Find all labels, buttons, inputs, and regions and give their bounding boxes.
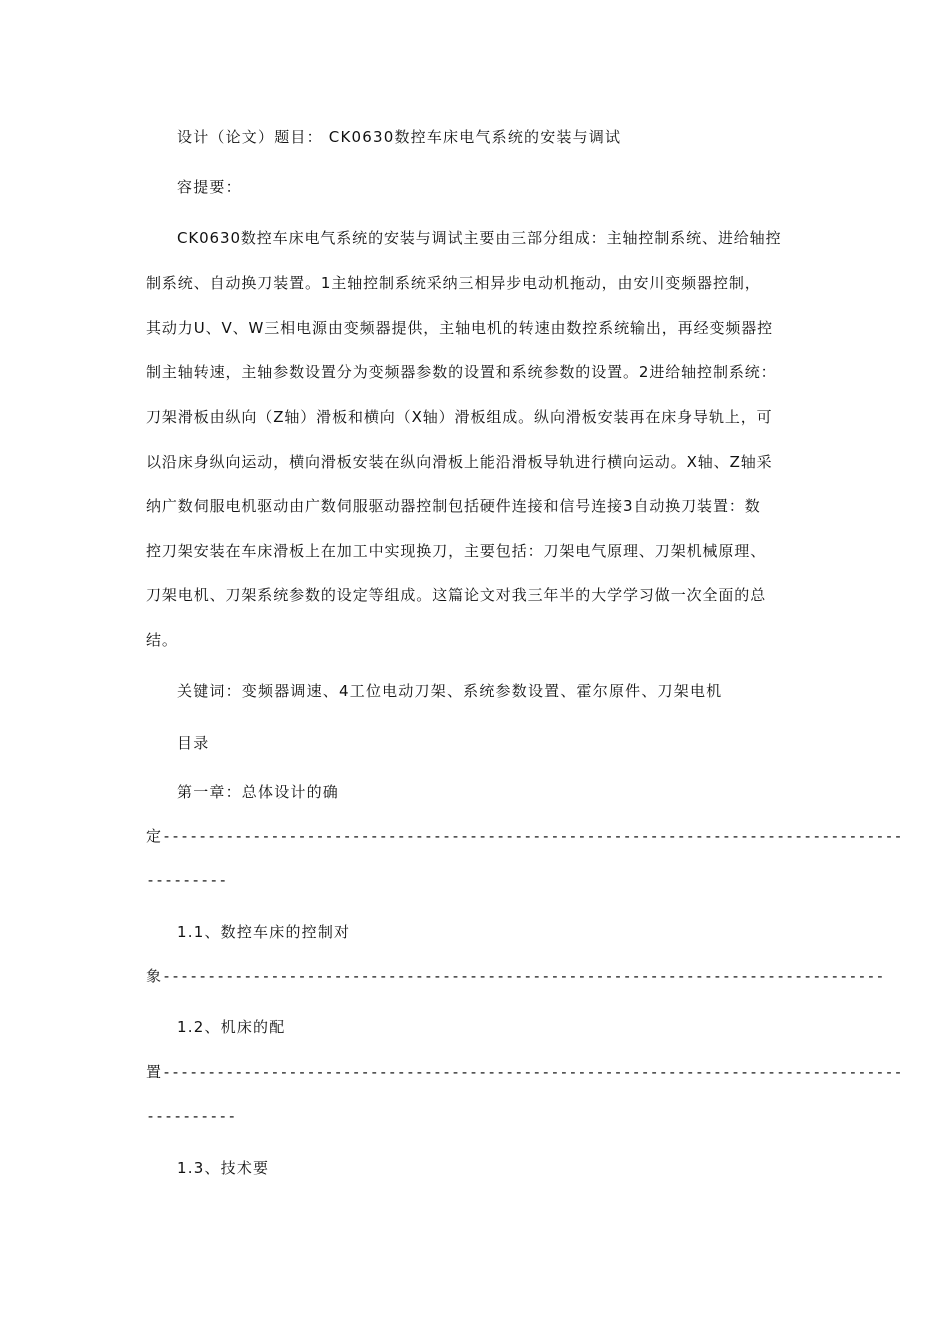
thesis-title: 设计（论文）题目： CK0630数控车床电气系统的安装与调试 (177, 128, 622, 146)
toc-entry-title[interactable]: 第一章：总体设计的确 (177, 783, 340, 801)
toc-heading: 目录 (177, 734, 210, 752)
abstract-line-3: 其动力U、V、W三相电源由变频器提供，主轴电机的转速由数控系统输出，再经变频器控 (146, 319, 774, 337)
toc-leader: ---------------------------------------------------------------------------------- (162, 1063, 903, 1081)
toc-leader: -------------------------------------------------------------------------------- (162, 967, 885, 985)
abstract-line-9: 刀架电机、刀架系统参数的设定等组成。这篇论文对我三年半的大学学习做一次全面的总 (146, 586, 767, 604)
toc-entry-title[interactable]: 1.1、数控车床的控制对 (177, 923, 351, 941)
abstract-line-1: CK0630数控车床电气系统的安装与调试主要由三部分组成：主轴控制系统、进给轴控 (177, 229, 782, 247)
abstract-line-6: 以沿床身纵向运动，横向滑板安装在纵向滑板上能沿滑板导轨进行横向运动。X轴、Z轴采 (146, 453, 773, 471)
abstract-line-8: 控刀架安装在车床滑板上在加工中实现换刀，主要包括：刀架电气原理、刀架机械原理、 (146, 542, 767, 560)
toc-entry-tail: 定 (146, 827, 163, 845)
abstract-line-7: 纳广数伺服电机驱动由广数伺服驱动器控制包括硬件连接和信号连接3自动换刀装置：数 (146, 497, 761, 515)
abstract-line-10: 结。 (146, 631, 178, 649)
abstract-line-2: 制系统、自动换刀装置。1主轴控制系统采纳三相异步电动机拖动，由安川变频器控制， (146, 274, 761, 292)
toc-leader: ---------------------------------------------------------------------------------- (162, 827, 903, 845)
toc-entry-tail: 象 (146, 967, 163, 985)
abstract-heading: 容提要： (177, 178, 242, 196)
toc-entry-title[interactable]: 1.3、技术要 (177, 1159, 270, 1177)
toc-entry-tail: 置 (146, 1063, 163, 1081)
toc-leader-continued: --------- (146, 871, 228, 889)
keywords-line: 关键词：变频器调速、4工位电动刀架、系统参数设置、霍尔原件、刀架电机 (177, 682, 723, 700)
abstract-line-5: 刀架滑板由纵向（Z轴）滑板和横向（X轴）滑板组成。纵向滑板安装再在床身导轨上，可 (146, 408, 773, 426)
abstract-line-4: 制主轴转速，主轴参数设置分为变频器参数的设置和系统参数的设置。2进给轴控制系统： (146, 363, 777, 381)
toc-entry-title[interactable]: 1.2、机床的配 (177, 1018, 286, 1036)
toc-leader-continued: ---------- (146, 1107, 237, 1125)
